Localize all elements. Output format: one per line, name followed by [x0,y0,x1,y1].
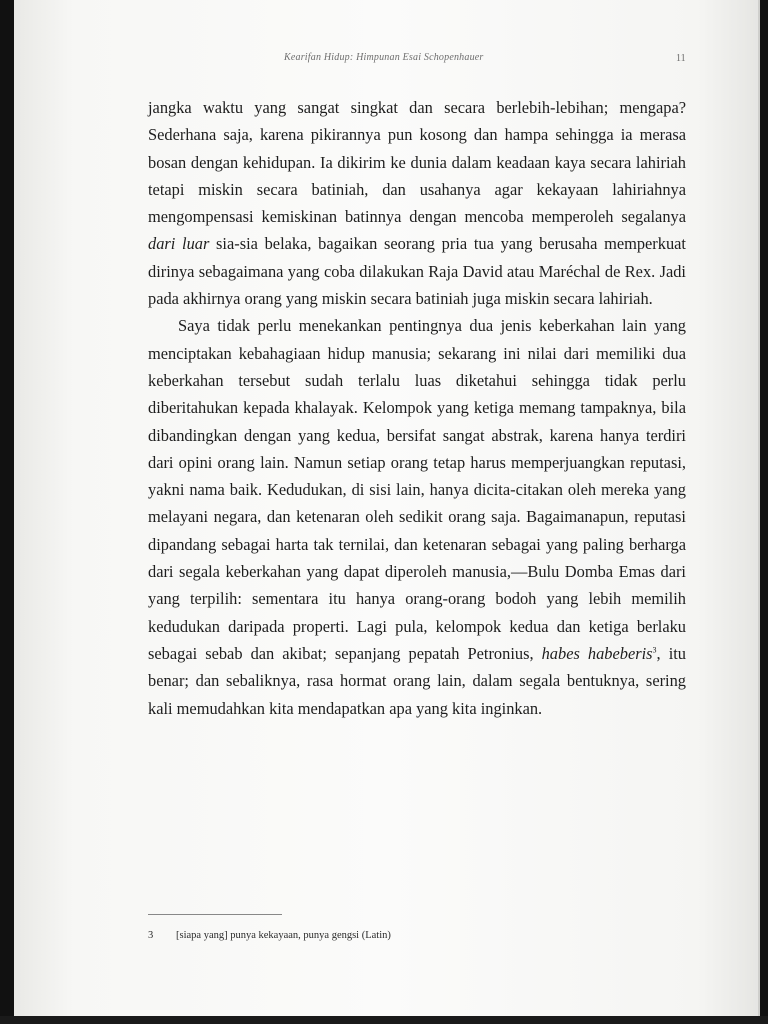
page-edge-shadow [0,1016,768,1024]
footnote-number: 3 [148,930,154,941]
page-number: 11 [676,53,686,64]
footnote-text: [siapa yang] punya kekayaan, punya gengsi (Latin) [176,930,391,941]
body-text [148,94,686,722]
paragraph-1-text-end: sia-sia belaka, bagaikan seorang pria tua yang berusaha memperkuat dirinya sebagaimana yang coba dilakukan Raja David atau Maréchal de Rex. Jadi pada akhirnya orang yang miskin secara batiniah juga miskin secara lahiriah. [148,234,686,309]
footnote-divider [148,914,282,915]
running-head: Kearifan Hidup: Himpunan Esai Schopenhauer [284,52,484,63]
footnote-reference: 3 [652,645,657,655]
book-page [14,0,758,1016]
footnote [148,930,688,941]
paragraph-2-emphasis: habes habeberis [541,643,653,663]
paragraph-1-text-start: jangka waktu yang sangat singkat dan secara berlebih-lebihan; mengapa? Sederhana saja, karena pikirannya pun kosong dan hampa sehingga ia merasa bosan dengan kehidupan. Ia dikirim ke dunia dalam keadaan kaya secara lahiriah tetapi miskin secara batiniah, dan usahanya agar kekayaan lahiriahnya mengompensasi kemiskinan batinnya dengan mencoba memperoleh segalanya [148,98,686,227]
paragraph-2-text-end: , itu benar; dan sebaliknya, rasa hormat orang lain, dalam segala bentuknya, sering kali memudahkan kita mendapatkan apa yang kita inginkan. [148,643,686,718]
paragraph-2-text-start: Saya tidak perlu menekankan pentingnya dua jenis keberkahan lain yang menciptakan kebahagiaan hidup manusia; sekarang ini nilai dari memiliki dua keberkahan tersebut sudah terlalu luas diketahui sehingga tidak perlu diberitahukan kepada khalayak. Kelompok yang ketiga memang tampaknya, bila dibandingkan dengan yang kedua, bersifat sangat abstrak, karena hanya terdiri dari opini orang lain. Namun setiap orang tetap harus memperjuangkan reputasi, yakni nama baik. Kedudukan, di sisi lain, hanya dicita-citakan oleh mereka yang melayani negara, dan ketenaran oleh sedikit orang saja. Bagaimanapun, reputasi dipandang sebagai harta tak ternilai, dan ketenaran sebagai yang paling berharga dari segala keberkahan yang dapat diperoleh manusia,—Bulu Domba Emas dari yang terpilih: sementara itu hanya orang-orang bodoh yang lebih memilih kedudukan daripada properti. Lagi pula, kelompok kedua dan ketiga berlaku sebagai sebab dan akibat; sepanjang pepatah Petronius, [148,316,686,663]
paragraph-1 [148,94,686,312]
paragraph-2 [148,312,686,721]
paragraph-1-emphasis: dari luar [148,234,210,254]
